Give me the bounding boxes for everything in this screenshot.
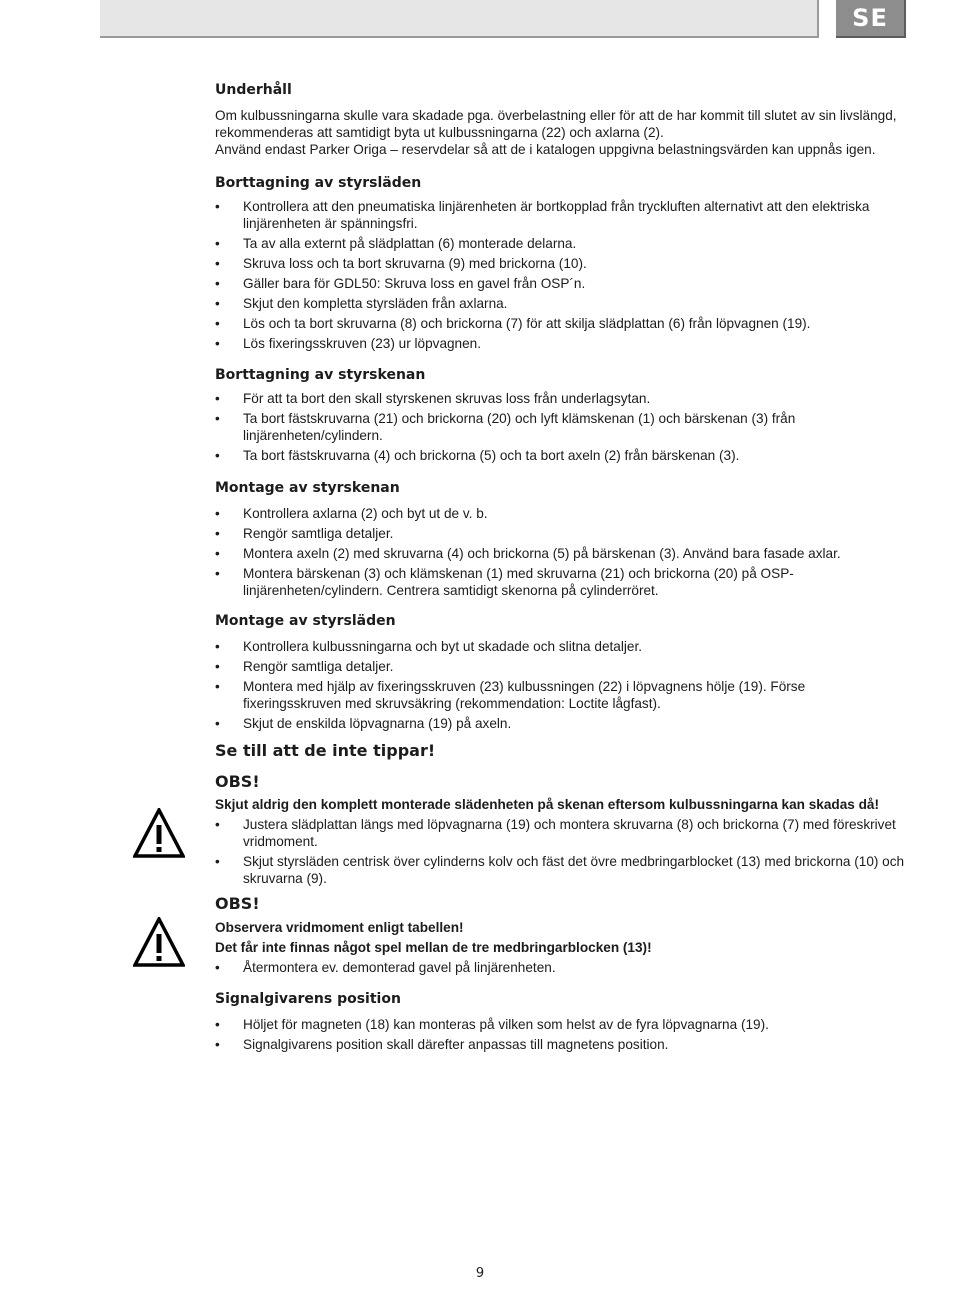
warning-text: Skjut aldrig den komplett monterade slädenheten på skenan eftersom kulbussningarna kan skadas då! bbox=[215, 797, 880, 812]
mount-rail-list bbox=[215, 505, 905, 599]
signal-list bbox=[215, 1016, 905, 1053]
list-item: • Kontrollera att den pneumatiska linjärenheten är bortkopplad från tryckluften alternativt att den elektriska linjärenheten är spänningsfri. bbox=[215, 198, 905, 232]
list-item: • För att ta bort den skall styrskenen skruvas loss från underlagsytan. bbox=[215, 390, 905, 407]
warning-list bbox=[215, 816, 905, 887]
list-item: • Ta bort fästskruvarna (21) och brickorna (20) och lyft klämskenan (1) och bärskenan (3) från linjärenheten/cylindern. bbox=[215, 410, 905, 444]
list-item: • Rengör samtliga detaljer. bbox=[215, 658, 905, 675]
list-item: • Skjut de enskilda löpvagnarna (19) på axeln. bbox=[215, 715, 905, 732]
list-item: • Signalgivarens position skall därefter anpassas till magnetens position. bbox=[215, 1036, 905, 1053]
maintenance-paragraph-2: Använd endast Parker Origa – reservdelar så att de i katalogen uppgivna belastningsvärden kan uppnås igen. bbox=[215, 142, 876, 157]
warning-label: OBS! bbox=[215, 894, 260, 913]
list-item: • Montera bärskenan (3) och klämskenan (1) med skruvarna (21) och brickorna (20) på OSP-linjärenheten/cylindern. Centrera samtidigt skenorna på cylinderröret. bbox=[215, 565, 905, 599]
warning-text: Observera vridmoment enligt tabellen! bbox=[215, 920, 464, 935]
page-number: 9 bbox=[475, 1266, 485, 1281]
tip-heading: Se till att de inte tippar! bbox=[215, 741, 436, 760]
warning-list bbox=[215, 959, 905, 976]
mount-slide-heading: Montage av styrsläden bbox=[215, 613, 396, 629]
list-item: • Skruva loss och ta bort skruvarna (9) med brickorna (10). bbox=[215, 255, 905, 272]
list-item: • Montera med hjälp av fixeringsskruven (23) kulbussningen (22) i löpvagnens hölje (19). Förse fixeringsskruven med skruvsäkring (rekommendation: Loctite lågfast). bbox=[215, 678, 905, 712]
mount-rail-heading: Montage av styrskenan bbox=[215, 480, 400, 496]
removal-slide-heading: Borttagning av styrsläden bbox=[215, 175, 422, 191]
warning-label: OBS! bbox=[215, 772, 260, 791]
list-item: • Kontrollera axlarna (2) och byt ut de v. b. bbox=[215, 505, 905, 522]
list-item: • Skjut den kompletta styrsläden från axlarna. bbox=[215, 295, 905, 312]
list-item: • Rengör samtliga detaljer. bbox=[215, 525, 905, 542]
warning-icon bbox=[133, 917, 185, 967]
list-item: • Lös och ta bort skruvarna (8) och brickorna (7) för att skilja slädplattan (6) från löpvagnen (19). bbox=[215, 315, 905, 332]
removal-rail-heading: Borttagning av styrskenan bbox=[215, 367, 426, 383]
mount-slide-list bbox=[215, 638, 905, 732]
language-badge: SE bbox=[836, 0, 906, 38]
list-item: • Höljet för magneten (18) kan monteras på vilken som helst av de fyra löpvagnarna (19). bbox=[215, 1016, 905, 1033]
warning-text: Det får inte finnas något spel mellan de tre medbringarblocken (13)! bbox=[215, 940, 652, 955]
list-item: • Lös fixeringsskruven (23) ur löpvagnen. bbox=[215, 335, 905, 352]
warning-icon bbox=[133, 808, 185, 858]
list-item: • Justera slädplattan längs med löpvagnarna (19) och montera skruvarna (8) och brickorna (7) med föreskrivet vridmoment. bbox=[215, 816, 905, 850]
signal-heading: Signalgivarens position bbox=[215, 991, 401, 1007]
maintenance-paragraph: Om kulbussningarna skulle vara skadade pga. överbelastning eller för att de har kommit till slutet av sin livslängd, rekommenderas att samtidigt byta ut kulbussningarna (22) och axlarna (2). bbox=[215, 108, 897, 140]
maintenance-heading: Underhåll bbox=[215, 82, 292, 98]
list-item: • Kontrollera kulbussningarna och byt ut skadade och slitna detaljer. bbox=[215, 638, 905, 655]
list-item: • Skjut styrsläden centrisk över cylinderns kolv och fäst det övre medbringarblocket (13) med brickorna (10) och skruvarna (9). bbox=[215, 853, 905, 887]
removal-slide-list bbox=[215, 198, 905, 352]
header-bar bbox=[100, 0, 819, 38]
removal-rail-list bbox=[215, 390, 905, 464]
list-item: • Ta av alla externt på slädplattan (6) monterade delarna. bbox=[215, 235, 905, 252]
list-item: • Ta bort fästskruvarna (4) och brickorna (5) och ta bort axeln (2) från bärskenan (3). bbox=[215, 447, 905, 464]
list-item: • Montera axeln (2) med skruvarna (4) och brickorna (5) på bärskenan (3). Använd bara fasade axlar. bbox=[215, 545, 905, 562]
list-item: • Gäller bara för GDL50: Skruva loss en gavel från OSP´n. bbox=[215, 275, 905, 292]
list-item: • Återmontera ev. demonterad gavel på linjärenheten. bbox=[215, 959, 905, 976]
